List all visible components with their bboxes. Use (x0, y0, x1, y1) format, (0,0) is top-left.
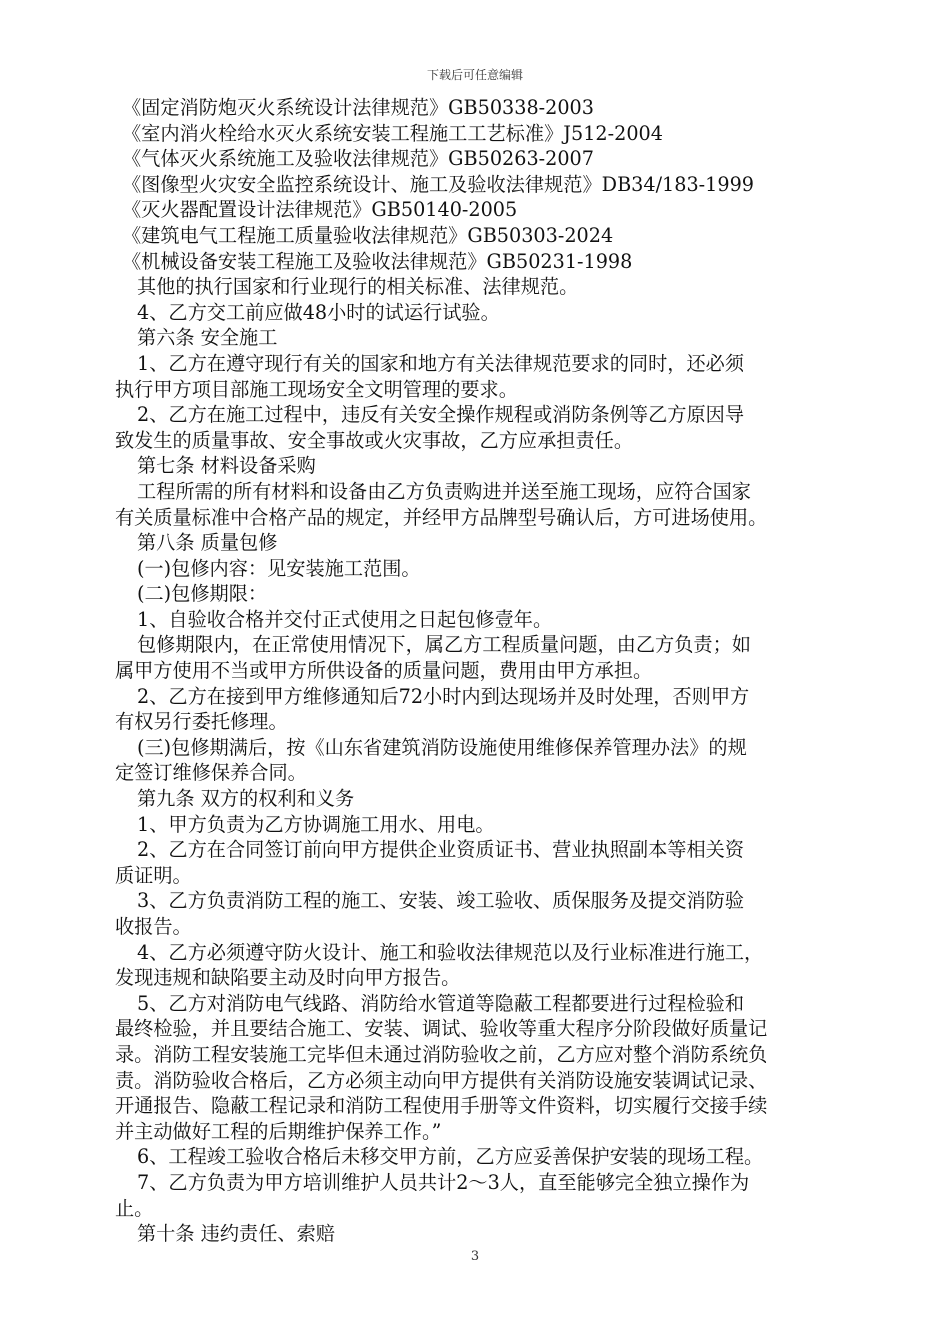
section-heading: 第十条 违约责任、索赔 (137, 1222, 335, 1246)
text-line: (一)包修内容：见安装施工范围。 (137, 556, 421, 580)
text-line: 《机械设备安装工程施工及验收法律规范》GB50231-1998 (122, 249, 633, 273)
text-line: 录。消防工程安装施工完毕但未通过消防验收之前，乙方应对整个消防系统负 (115, 1042, 768, 1066)
text-line: 1、甲方负责为乙方协调施工用水、用电。 (137, 812, 495, 836)
page-header: 下载后可任意编辑 (426, 68, 523, 82)
page-number: 3 (470, 1249, 480, 1264)
document-body (115, 95, 850, 1247)
text-line: 《固定消防炮灭火系统设计法律规范》GB50338-2003 (122, 96, 594, 119)
text-line: 4、乙方交工前应做48小时的试运行试验。 (137, 300, 500, 324)
text-line: 包修期限内，在正常使用情况下，属乙方工程质量问题，由乙方负责；如 (137, 633, 751, 657)
text-line: 4、乙方必须遵守防火设计、施工和验收法律规范以及行业标准进行施工， (137, 940, 764, 964)
text-line: 3、乙方负责消防工程的施工、安装、竣工验收、质保服务及提交消防验 (137, 889, 745, 913)
text-line: 执行甲方项目部施工现场安全文明管理的要求。 (115, 377, 518, 401)
text-line: 属甲方使用不当或甲方所供设备的质量问题，费用由甲方承担。 (115, 659, 653, 683)
section-heading: 第七条 材料设备采购 (137, 454, 316, 478)
text-line: 质证明。 (115, 863, 192, 887)
section-heading: 第八条 质量包修 (137, 531, 278, 555)
text-line: 2、乙方在合同签订前向甲方提供企业资质证书、营业执照副本等相关资 (137, 838, 745, 862)
text-line: 《灭火器配置设计法律规范》GB50140-2005 (122, 198, 518, 222)
text-line: 《气体灭火系统施工及验收法律规范》GB50263-2007 (122, 147, 594, 171)
text-line: 2、乙方在接到甲方维修通知后72小时内到达现场并及时处理，否则甲方 (137, 684, 750, 708)
text-line: 止。 (115, 1196, 154, 1220)
text-line: 致发生的质量事故、安全事故或火灾事故，乙方应承担责任。 (115, 428, 634, 452)
text-line: 最终检验，并且要结合施工、安装、调试、验收等重大程序分阶段做好质量记 (115, 1017, 768, 1041)
text-line: 工程所需的所有材料和设备由乙方负责购进并送至施工现场，应符合国家 (137, 479, 751, 503)
text-line: 并主动做好工程的后期维护保养工作。” (115, 1119, 442, 1143)
text-line: 发现违规和缺陷要主动及时向甲方报告。 (115, 966, 461, 990)
text-line: 定签订维修保养合同。 (115, 761, 307, 785)
text-line: 《建筑电气工程施工质量验收法律规范》GB50303-2024 (122, 223, 614, 247)
text-line: 1、乙方在遵守现行有关的国家和地方有关法律规范要求的同时，还必须 (137, 351, 745, 375)
section-heading: 第六条 安全施工 (137, 326, 278, 350)
text-line: 1、自验收合格并交付正式使用之日起包修壹年。 (137, 607, 553, 631)
section-heading: 第九条 双方的权利和义务 (137, 787, 355, 811)
text-line: 7、乙方负责为甲方培训维护人员共计2～3人，直至能够完全独立操作为 (137, 1170, 750, 1194)
text-line: (二)包修期限： (137, 582, 268, 606)
text-line: 《图像型火灾安全监控系统设计、施工及验收法律规范》DB34/183-1999 (122, 172, 754, 196)
text-line: 2、乙方在施工过程中，违反有关安全操作规程或消防条例等乙方原因导 (137, 403, 745, 427)
text-line: 《室内消火栓给水灭火系统安装工程施工工艺标准》J512-2004 (122, 121, 663, 145)
text-line: 有关质量标准中合格产品的规定，并经甲方品牌型号确认后，方可进场使用。 (115, 505, 768, 529)
text-line: 开通报告、隐蔽工程记录和消防工程使用手册等文件资料，切实履行交接手续 (115, 1094, 768, 1118)
text-line: 6、工程竣工验收合格后未移交甲方前，乙方应妥善保护安装的现场工程。 (137, 1145, 764, 1169)
text-line: 收报告。 (115, 915, 192, 938)
text-line: 有权另行委托修理。 (115, 710, 288, 734)
text-line: (三)包修期满后，按《山东省建筑消防设施使用维修保养管理办法》的规 (137, 735, 747, 759)
text-line: 其他的执行国家和行业现行的相关标准、法律规范。 (137, 275, 579, 299)
text-line: 5、乙方对消防电气线路、消防给水管道等隐蔽工程都要进行过程检验和 (137, 991, 745, 1015)
text-line: 责。消防验收合格后，乙方必须主动向甲方提供有关消防设施安装调试记录、 (115, 1068, 768, 1092)
